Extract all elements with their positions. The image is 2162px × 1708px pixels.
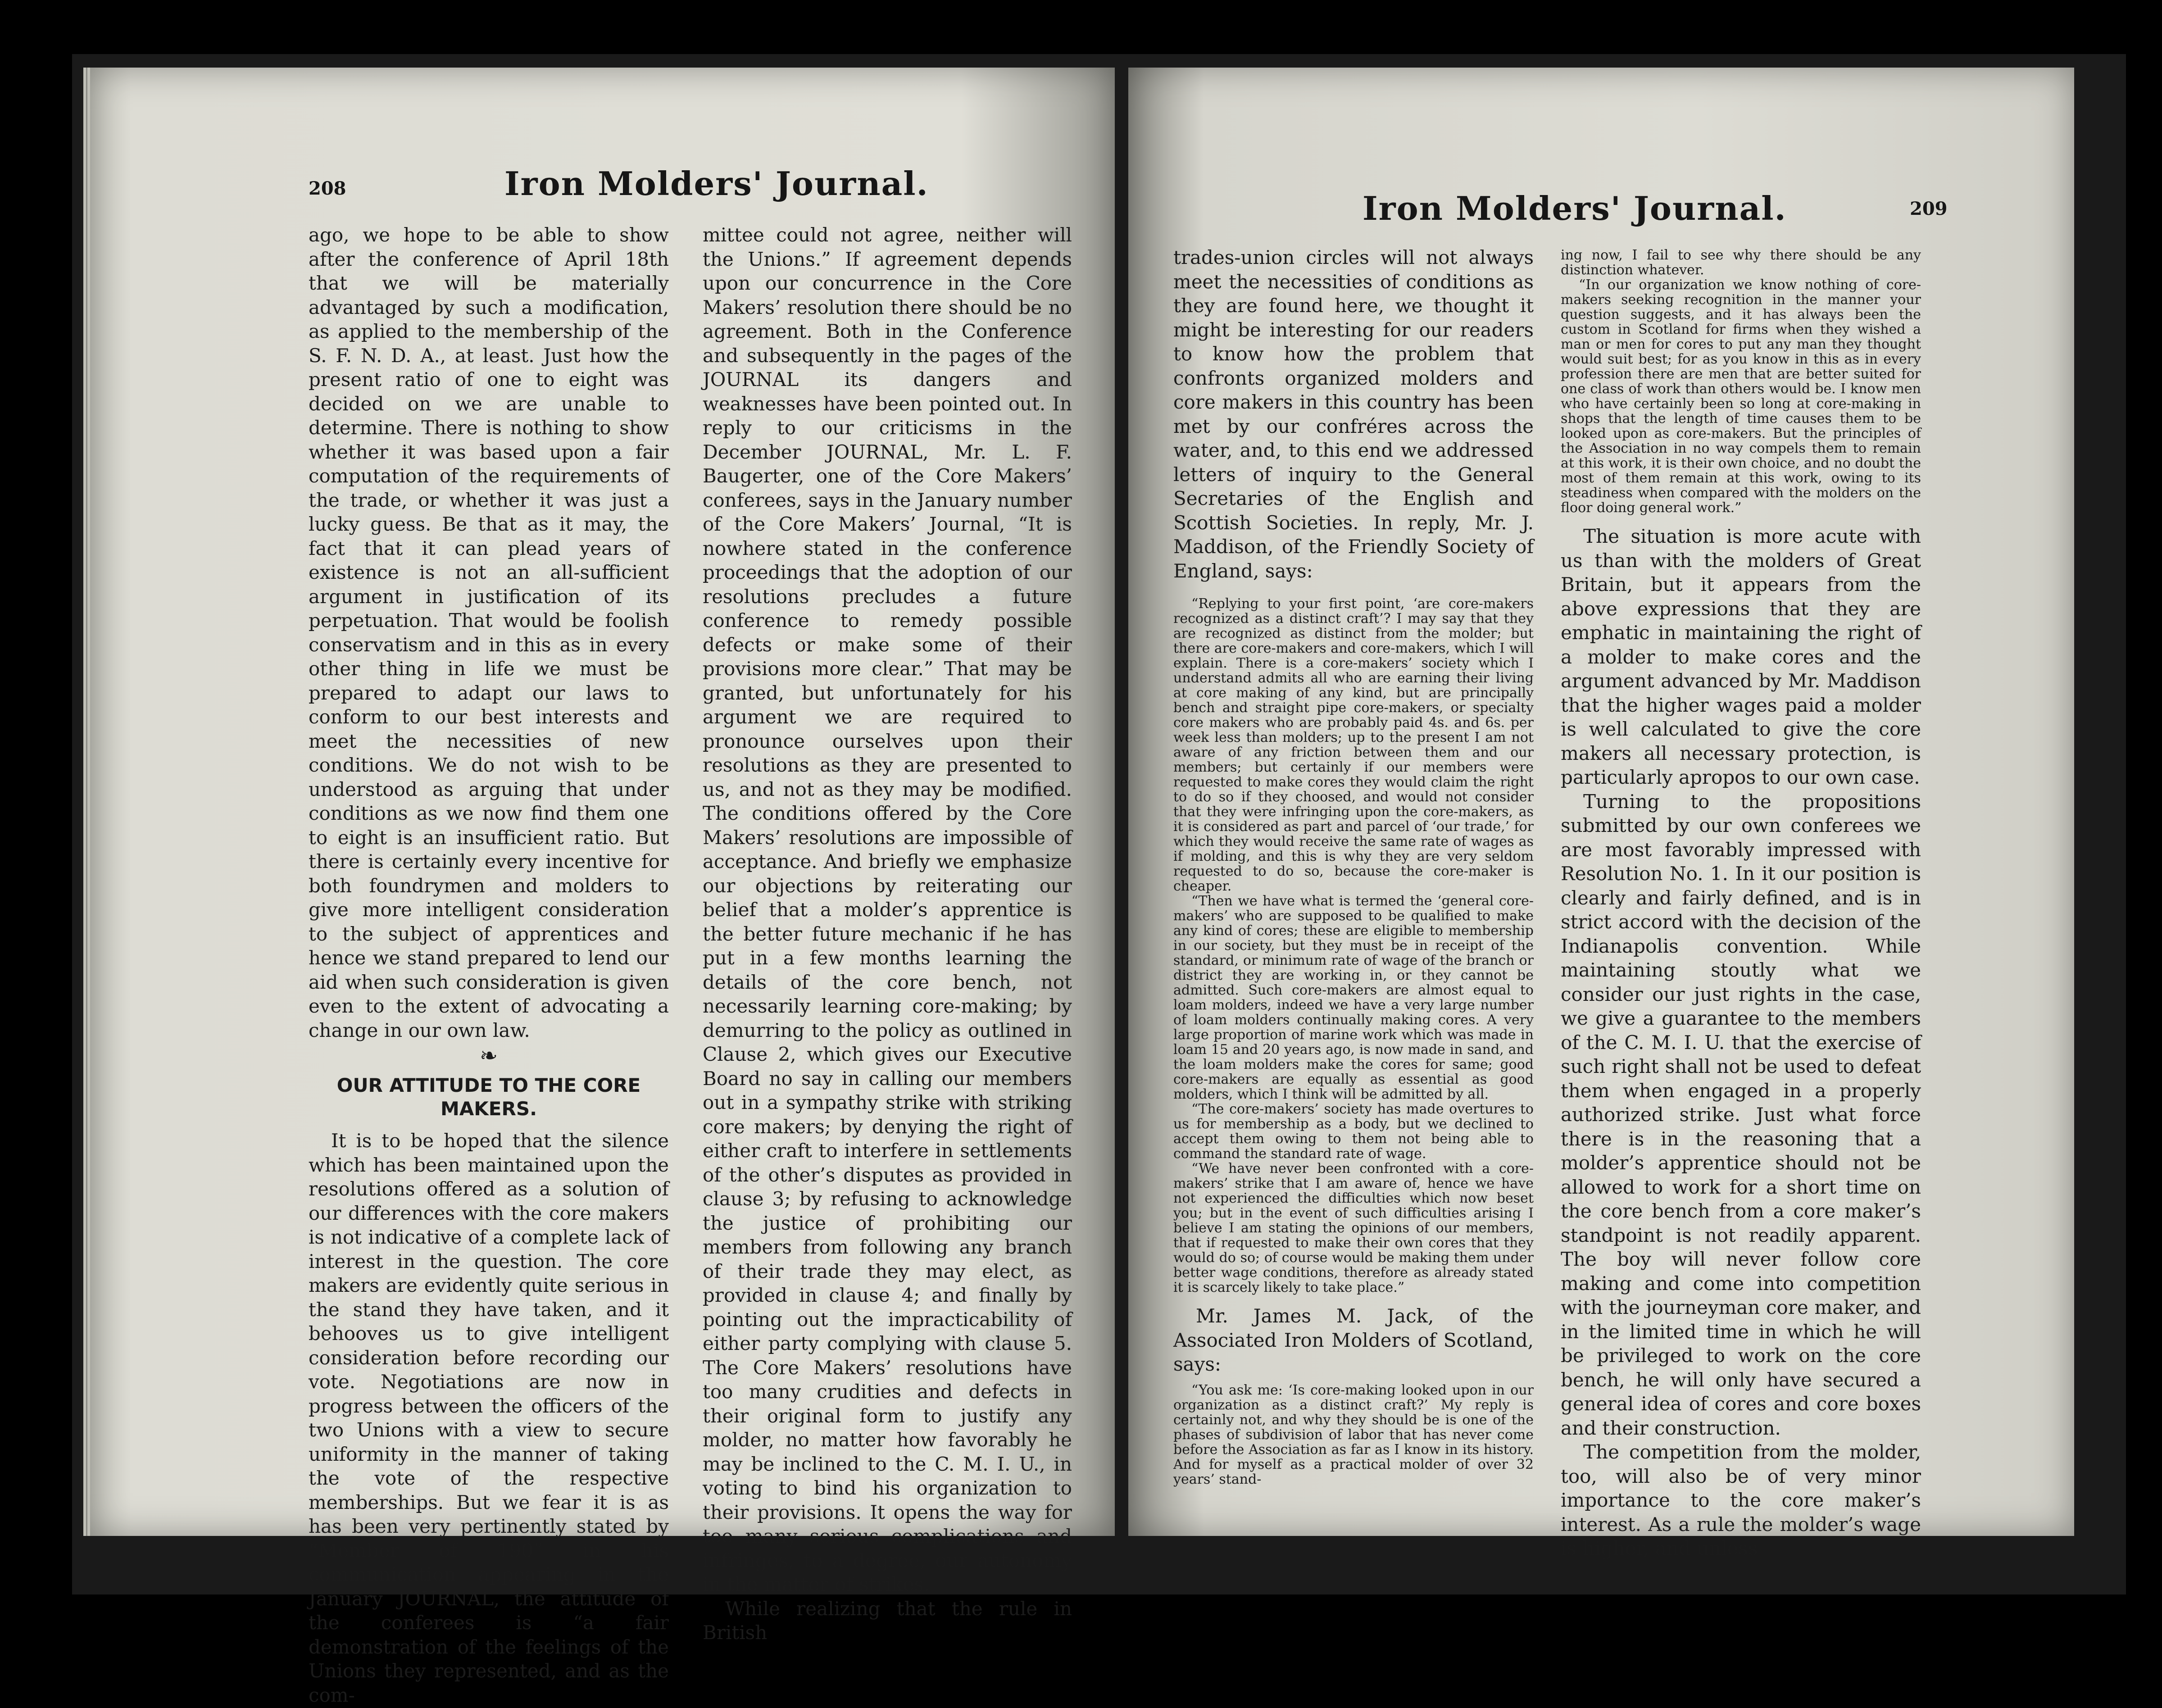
left-col1-paragraph-2: It is to be hoped that the silence which has been maintained upon the resolutions offered as a solution of our differences with the core makers is not indicative of a complete lack of interest in the question. The core makers are evidently quite serious in the stand they have taken, and it behooves us to give intelligent consideration before recording our vote. Negotiations are now in progress between the officers of the two Unions with a view to secure uniformity in the manner of taking the vote of the respective memberships. But we fear it is as has been very pertinently stated by “Member of 190” in his communication appearing in the January JOURNAL, the attitude of the conferees is “a fair demonstration of the feelings of the Unions they represented, and as the com-: [309, 1130, 669, 1706]
section-heading-core-makers: OUR ATTITUDE TO THE CORE MAKERS.: [336, 1074, 641, 1120]
left-column-1: [309, 223, 669, 1707]
quote-paragraph: “You ask me: ‘Is core-making looked upon in our organization as a distinct craft?’ My reply is certainly not, and why they should be is one of the phases of subdivision of labor that has never come before the Association as far as I know in its history. And for myself as a practical molder of over 32 years’ stand-: [1173, 1382, 1534, 1487]
left-col2-paragraph-1: mittee could not agree, neither will the Unions.” If agreement depends upon our concurrence in the Core Makers’ resolution there should be no agreement. Both in the Conference and subsequently in the pages of the JOURNAL its dangers and weaknesses have been pointed out. In reply to our criticisms in the December JOURNAL, Mr. L. F. Baugerter, one of the Core Makers’ conferees, says in the January number of the Core Makers’ Journal, “It is nowhere stated in the conference proceedings that the adoption of our resolutions precludes a future conference to remedy possible defects or make some of their provisions more clear.” That may be granted, but unfortunately for his argument we are required to pronounce ourselves upon their resolutions as they are presented to us, and not as they may be modified. The conditions offered by the Core Makers’ resolutions are impossible of acceptance. And briefly we emphasize our objections by reiterating our belief that a molder’s apprentice is the better future mechanic if he has put in a few months learning the details of the core bench, not necessarily learning core-making; by demurring to the policy as outlined in Clause 2, which gives our Executive Board no say in calling our members out in a sympathy strike with striking core makers; by denying the right of either craft to interfere in settlements of the other’s disputes as provided in clause 3; by refusing to acknowledge the justice of prohibiting our members from following any branch of their trade they may elect, as provided in clause 4; and finally by pointing out the impracticability of either party complying with clause 5. The Core Makers’ resolutions have too many crudities and defects in their original form to justify any molder, no matter how favorably he may be inclined to the C. M. I. U., in voting to bind his organization to their provisions. It opens the way for too many serious complications and infringes, to a degree, our autonomy in the matter of strikes.: [703, 224, 1072, 1595]
quote-paragraph: “The core-makers’ society has made overtures to us for membership as a body, but we declined to accept them owing to them not being able to command the standard rate of wage.: [1173, 1101, 1534, 1162]
quote-paragraph: ing now, I fail to see why there should be any distinction whatever.: [1561, 247, 1921, 278]
left-col1-paragraph-1: ago, we hope to be able to show after the conference of April 18th that we will be materially advantaged by such a modification, as applied to the membership of the S. F. N. D. A., at least. Just how the present ratio of one to eight was decided on we are unable to determine. There is nothing to show whether it was based upon a fair computation of the requirements of the trade, or whether it was just a lucky guess. Be that as it may, the fact that it can plead years of existence is not an all-sufficient argument in justification of its perpetuation. That would be foolish conservatism and in this as in every other thing in life we must be prepared to adapt our laws to conform to our best interests and meet the necessities of new conditions. We do not wish to be understood as arguing that under conditions as we now find them one to eight is an insufficient ratio. But there is certainly every incentive for both foundrymen and molders to give more intelligent consideration to the subject of apprentices and hence we stand prepared to lend our aid when such consideration is given even to the extent of advocating a change in our own law.: [309, 224, 669, 1041]
right-col1-paragraph-1: trades-union circles will not always meet the necessities of conditions as they are found here, we thought it might be interesting for our readers to know how the problem that confronts organized molders and core makers in this country has been met by our confréres across the water, and, to this end we addressed letters of inquiry to the General Secretaries of the English and Scottish Societies. In reply, Mr. J. Maddison, of the Friendly Society of England, says:: [1173, 246, 1534, 582]
quote-paragraph: “In our organization we know nothing of core-makers seeking recognition in the manner your question suggests, and it has always been the custom in Scotland for firms when they wished a man or men for cores to put any man they thought would suit best; for as you know in this as in every profession there are men that are better suited for one class of work than others would be. I know men who have certainly been so long at core-making in shops that the length of time causes them to be looked upon as core-makers. But the principles of the Association in no way compels them to remain at this work, it is their own choice, and no doubt the most of them remain at this work, owing to its steadiness when compared with the molders on the floor doing general work.”: [1561, 277, 1921, 516]
right-col2-paragraph-1: The situation is more acute with us than with the molders of Great Britain, but it appears from the above expressions that they are emphatic in maintaining the right of a molder to make cores and the argument advanced by Mr. Maddison that the higher wages paid a molder is well calculated to give the core makers all necessary protection, is particularly apropos to our own case.: [1561, 525, 1921, 788]
fleuron-ornament: ❧: [479, 1043, 498, 1068]
right-col2-paragraph-3: The competition from the molder, too, will also be of very minor importance to the core maker’s interest. As a rule the molder’s wage is higher, and unless: [1561, 1441, 1921, 1559]
maddison-quote: [1173, 596, 1534, 1295]
right-page-number: 209: [1910, 198, 1948, 219]
left-page-number: 208: [309, 178, 346, 199]
right-column-1: [1173, 245, 1534, 1487]
right-page: [1128, 68, 2074, 1559]
jack-quote-continued: [1561, 248, 1921, 515]
quote-paragraph: “Then we have what is termed the ‘general core-makers’ who are supposed to be qualified to make any kind of cores; these are eligible to membership in our society, but they must be in receipt of the standard, or minimum rate of wage of the branch or district they are working in, or they cannot be admitted. Such core-makers are almost equal to loam molders, indeed we have a very large number of loam molders continually making cores. A very large proportion of marine work which was made in loam 15 and 20 years ago, is now made in sand, and the loam molders make the cores for same; good core-makers are equally as essential as good molders, which I think will be admitted by all.: [1173, 893, 1534, 1102]
left-col2-paragraph-2: While realizing that the rule in British: [703, 1597, 1072, 1644]
quote-paragraph: “Replying to your first point, ‘are core-makers recognized as a distinct craft’? I may say that they are recognized as distinct from the molder; but there are core-makers and core-makers, which I will explain. There is a core-makers’ society which I understand admits all who are earning their living at core making of any kind, but are principally bench and straight pipe core-makers, or specialty core makers who are probably paid 4s. and 6s. per week less than molders; up to the present I am not aware of any friction between them and our members; but certainly if our members were requested to make cores they would claim the right to do so if they choosed, and would not consider that they were infringing upon the core-makers, as it is considered as part and parcel of ‘our trade,’ for which they would receive the same rate of wages as if molding, and this is why they are very seldom requested to do so, because the core-maker is cheaper.: [1173, 596, 1534, 894]
quote-paragraph: “We have never been confronted with a core-makers’ strike that I am aware of, hence we have not experienced the difficulties which now beset you; but in the event of such difficulties arising I believe I am stating the opinions of our members, that if requested to make their own cores that they would do so; of course would be making them under better wage conditions, therefore as already stated it is scarcely likely to take place.”: [1173, 1161, 1534, 1295]
right-col1-paragraph-2: Mr. James M. Jack, of the Associated Iron Molders of Scotland, says:: [1173, 1305, 1534, 1375]
left-running-head: Iron Molders' Journal.: [504, 164, 929, 203]
left-column-2: [703, 223, 1072, 1645]
jack-quote: [1173, 1383, 1534, 1487]
right-running-head: Iron Molders' Journal.: [1363, 189, 1787, 227]
left-page: [90, 68, 1115, 1706]
right-column-2: [1561, 248, 1921, 1561]
right-col2-paragraph-2: Turning to the propositions submitted by our own conferees we are most favorably impressed with Resolution No. 1. In it our position is clearly and fairly defined, and is in strict accord with the decision of the Indianapolis convention. While maintaining stoutly what we consider our just rights in the case, we give a guarantee to the members of the C. M. I. U. that the exercise of such right shall not be used to defeat them when engaged in a properly authorized strike. Just what force there is in the reasoning that a molder’s apprentice should not be allowed to work for a short time on the core bench from a core maker’s standpoint is not readily apparent. The boy will never follow core making and come into competition with the journeyman core maker, and in the limited time in which he will be privileged to work on the core bench, he will only have secured a general idea of cores and core boxes and their construction.: [1561, 790, 1921, 1439]
